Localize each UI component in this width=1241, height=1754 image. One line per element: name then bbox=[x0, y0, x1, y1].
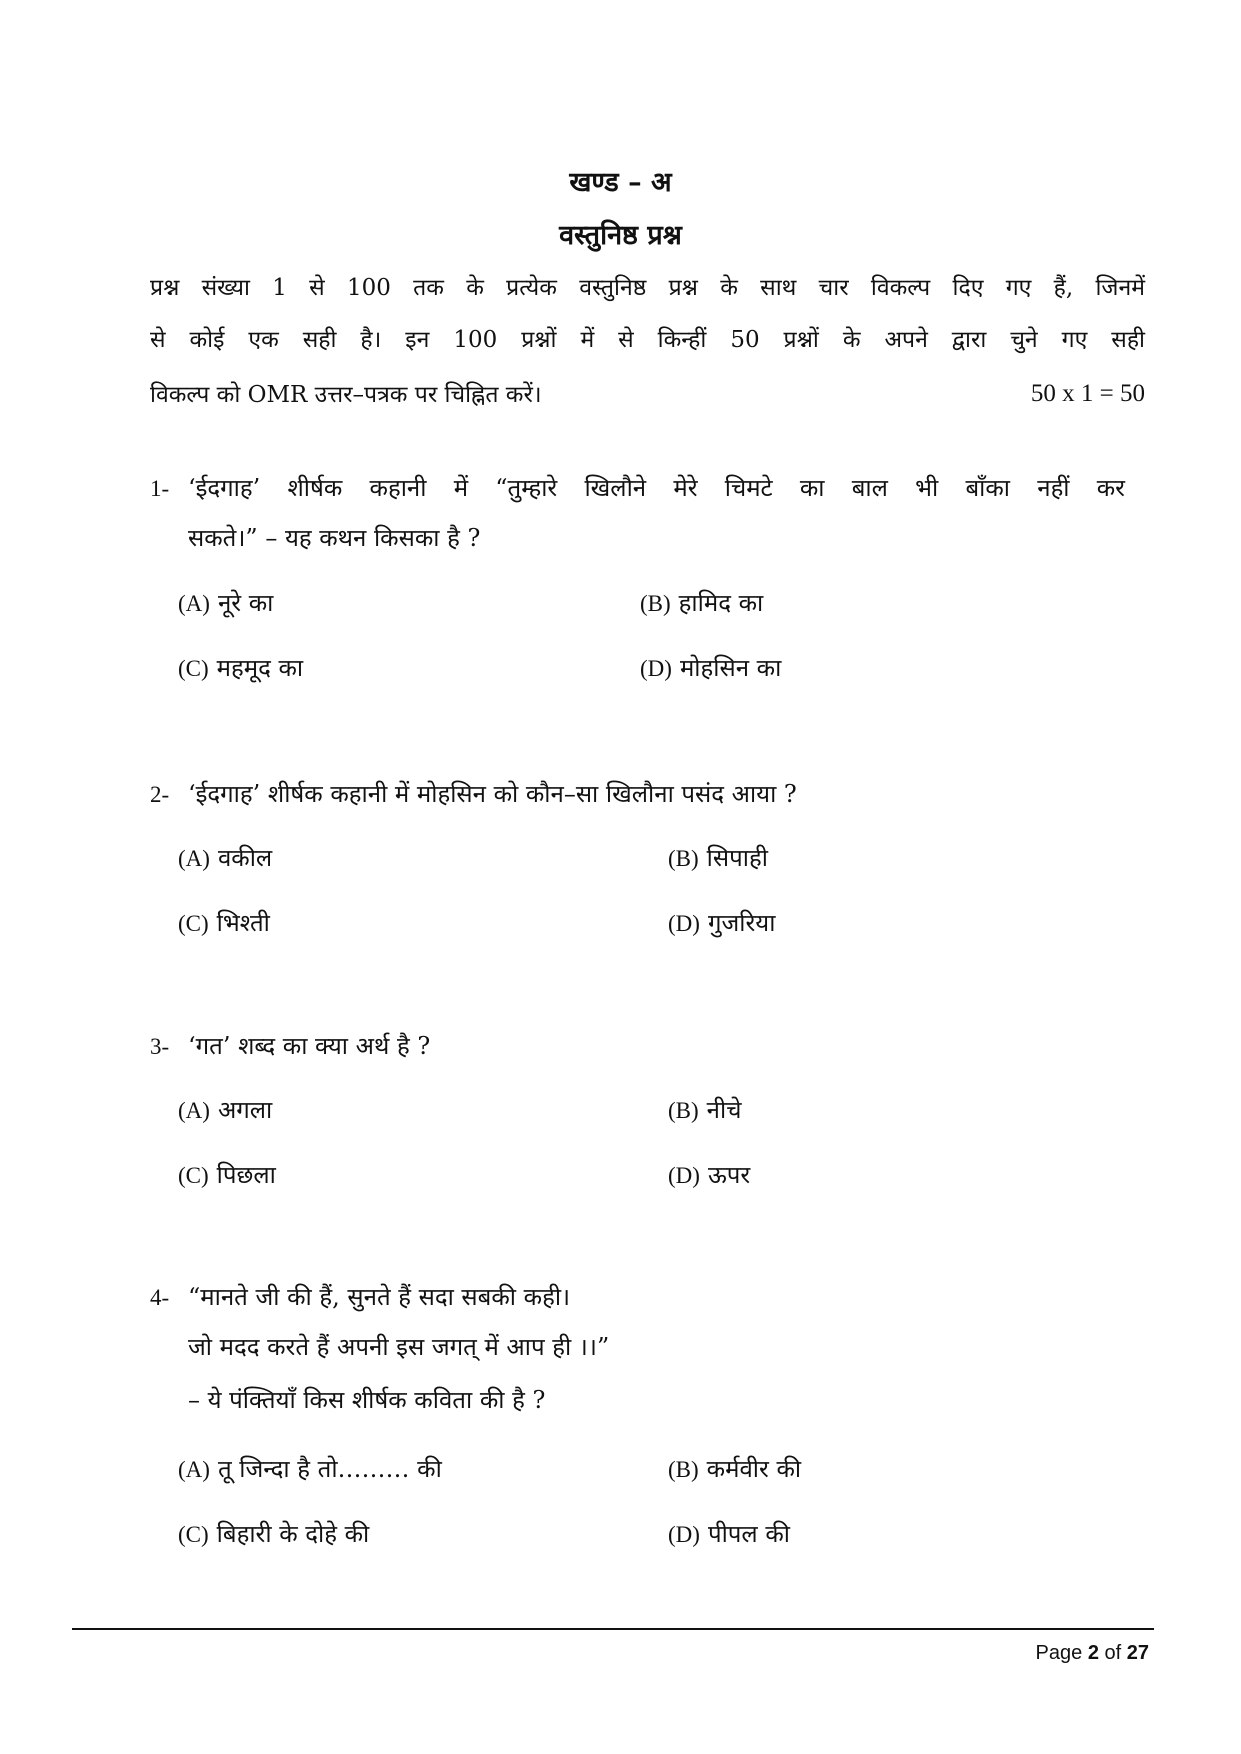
option-label: (C) bbox=[178, 911, 209, 936]
page-number: 2 bbox=[1087, 1642, 1099, 1664]
option-label: (D) bbox=[640, 656, 672, 681]
question-text: ‘ईदगाह’ शीर्षक कहानी में मोहसिन को कौन–सा खिलौना पसंद आया ? bbox=[188, 780, 797, 808]
option-label: (D) bbox=[668, 1163, 700, 1188]
option-label: (B) bbox=[668, 846, 699, 871]
option-b bbox=[640, 587, 763, 620]
instructions-line-3: विकल्प को OMR उत्तर–पत्रक पर चिह्नित करें। bbox=[150, 382, 542, 408]
question-number: 1- bbox=[150, 476, 170, 501]
of-word: of bbox=[1104, 1642, 1122, 1664]
option-text: ऊपर bbox=[707, 1161, 751, 1189]
option-text: पीपल की bbox=[707, 1520, 790, 1548]
section-subtitle: वस्तुनिष्ठ प्रश्न bbox=[559, 220, 682, 251]
option-text: महमूद का bbox=[216, 654, 304, 682]
option-label: (B) bbox=[668, 1457, 699, 1482]
option-label: (C) bbox=[178, 1163, 209, 1188]
option-label: (B) bbox=[640, 591, 671, 616]
question-text-continued: जो मदद करते हैं अपनी इस जगत् में आप ही ।।” bbox=[188, 1333, 610, 1361]
question-text-continued: सकते।” – यह कथन किसका है ? bbox=[188, 524, 481, 552]
option-a bbox=[178, 587, 273, 620]
option-text: मोहसिन का bbox=[679, 654, 782, 682]
instructions-line-2: से कोई एक सही है। इन 100 प्रश्नों में से किन्हीं 50 प्रश्नों के अपने द्वारा चुने गए सही bbox=[150, 327, 1145, 353]
question-number: 2- bbox=[150, 782, 170, 807]
option-d bbox=[668, 1159, 750, 1192]
question-text: “मानते जी की हैं, सुनते हैं सदा सबकी कही। bbox=[188, 1283, 571, 1311]
option-d bbox=[640, 652, 781, 685]
option-label: (C) bbox=[178, 656, 209, 681]
footer-divider bbox=[72, 1628, 1154, 1630]
option-label: (A) bbox=[178, 1098, 210, 1123]
option-text: कर्मवीर की bbox=[706, 1455, 802, 1483]
option-d bbox=[668, 907, 775, 940]
page-word: Page bbox=[1035, 1642, 1083, 1664]
option-b bbox=[668, 1453, 801, 1486]
option-a bbox=[178, 1094, 272, 1127]
option-text: भिश्ती bbox=[216, 909, 270, 937]
option-text: नूरे का bbox=[217, 589, 274, 617]
question-text: ‘गत’ शब्द का क्या अर्थ है ? bbox=[188, 1032, 431, 1060]
option-text: नीचे bbox=[706, 1096, 742, 1124]
question-number: 4- bbox=[150, 1285, 170, 1310]
option-label: (D) bbox=[668, 911, 700, 936]
option-c bbox=[178, 1518, 369, 1551]
question-text-continued: – ये पंक्तियाँ किस शीर्षक कविता की है ? bbox=[188, 1386, 546, 1414]
option-c bbox=[178, 652, 303, 685]
option-c bbox=[178, 1159, 276, 1192]
option-d bbox=[668, 1518, 790, 1551]
marks-scheme: 50 x 1 = 50 bbox=[1030, 380, 1145, 407]
option-text: गुजरिया bbox=[707, 909, 776, 937]
section-title: खण्ड – अ bbox=[569, 167, 672, 198]
option-b bbox=[668, 842, 768, 875]
option-a bbox=[178, 842, 272, 875]
option-text: वकील bbox=[217, 844, 273, 872]
option-text: हामिद का bbox=[678, 589, 764, 617]
option-label: (D) bbox=[668, 1522, 700, 1547]
option-text: बिहारी के दोहे की bbox=[216, 1520, 370, 1548]
total-pages: 27 bbox=[1126, 1642, 1149, 1664]
option-label: (C) bbox=[178, 1522, 209, 1547]
option-label: (A) bbox=[178, 846, 210, 871]
option-label: (B) bbox=[668, 1098, 699, 1123]
option-c bbox=[178, 907, 270, 940]
option-label: (A) bbox=[178, 591, 210, 616]
question-number: 3- bbox=[150, 1034, 170, 1059]
question-text: ‘ईदगाह’ शीर्षक कहानी में “तुम्हारे खिलौने मेरे चिमटे का बाल भी बाँका नहीं कर bbox=[188, 474, 1125, 502]
option-b bbox=[668, 1094, 741, 1127]
option-text: पिछला bbox=[216, 1161, 276, 1189]
page-indicator bbox=[1036, 1642, 1149, 1665]
option-a bbox=[178, 1453, 442, 1486]
option-label: (A) bbox=[178, 1457, 210, 1482]
instructions-line-1: प्रश्न संख्या 1 से 100 तक के प्रत्येक वस्तुनिष्ठ प्रश्न के साथ चार विकल्प दिए गए हैं, जिनमें bbox=[150, 275, 1145, 301]
option-text: सिपाही bbox=[706, 844, 768, 872]
option-text: तू जिन्दा है तो……… की bbox=[217, 1455, 442, 1483]
option-text: अगला bbox=[217, 1096, 273, 1124]
